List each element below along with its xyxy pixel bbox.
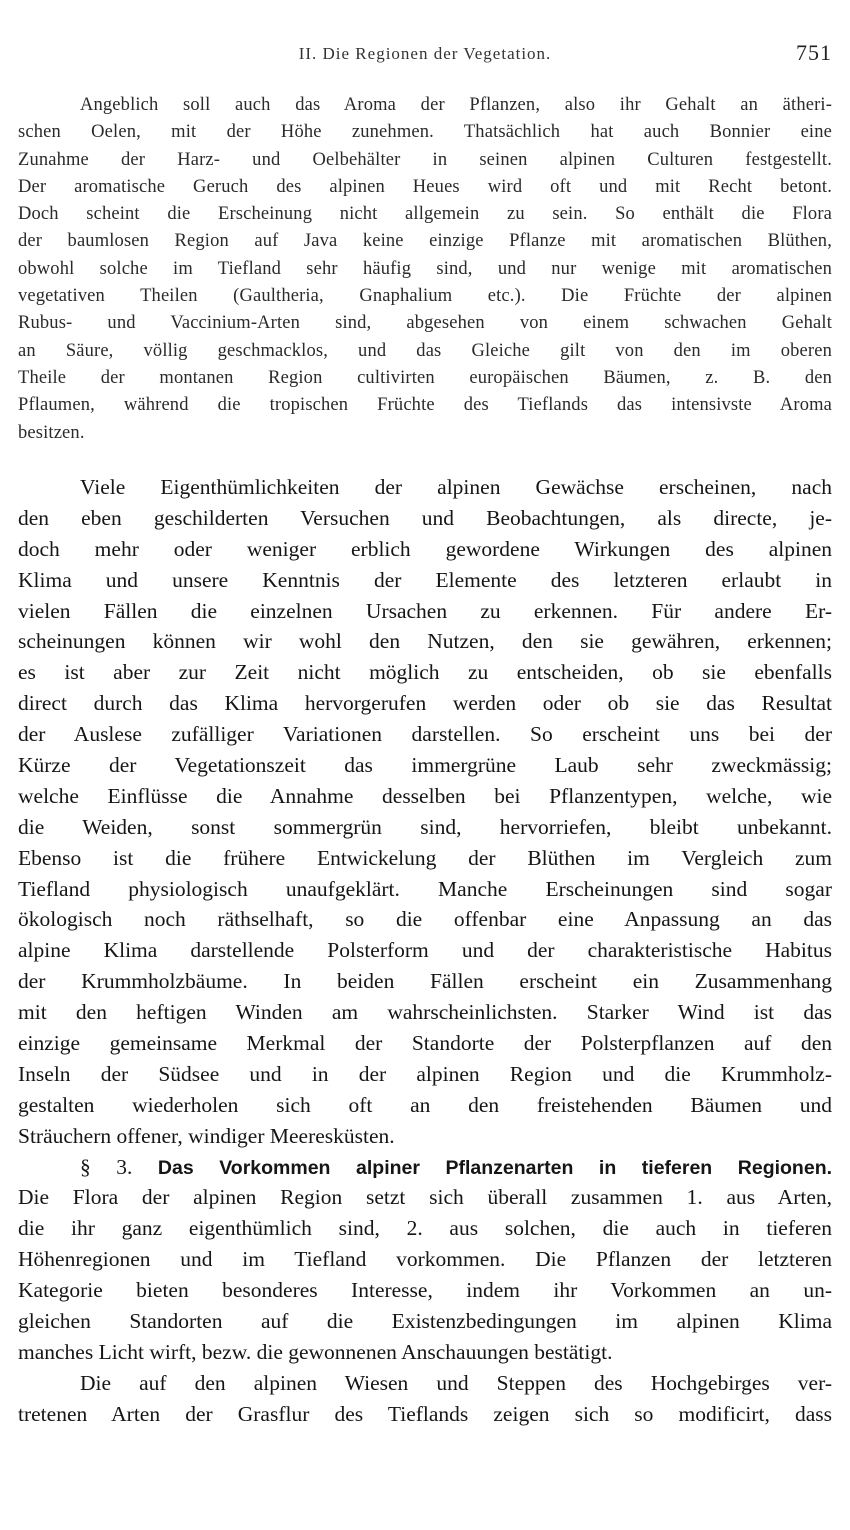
text-line: Der aromatische Geruch des alpinen Heues wird oft und mit Recht betont. bbox=[18, 176, 832, 197]
text-line: an Säure, völlig geschmacklos, und das Gleiche gilt von den im oberen bbox=[18, 340, 832, 361]
text-line: Doch scheint die Erscheinung nicht allgemein zu sein. So enthält die Flora bbox=[18, 204, 832, 225]
small-print-paragraph bbox=[18, 92, 832, 447]
text-line: Höhenregionen und im Tiefland vorkommen. Die Pflanzen der letzteren bbox=[18, 1247, 832, 1272]
section-heading-line bbox=[18, 1152, 832, 1183]
text-line: schen Oelen, mit der Höhe zunehmen. Thatsächlich hat auch Bonnier eine bbox=[18, 122, 832, 143]
running-title: II. Die Regionen der Vegetation. bbox=[298, 44, 552, 63]
text-line: direct durch das Klima hervorgerufen werden oder ob sie das Resultat bbox=[18, 691, 832, 716]
text-line: Angeblich soll auch das Aroma der Pflanzen, also ihr Gehalt an ätheri- bbox=[80, 95, 832, 115]
text-line: vegetativen Theilen (Gaultheria, Gnaphalium etc.). Die Früchte der alpinen bbox=[18, 286, 832, 307]
text-line: der baumlosen Region auf Java keine einzige Pflanze mit aromatischen Blüthen, bbox=[18, 231, 832, 252]
text-line: die Weiden, sonst sommergrün sind, hervorriefen, bleibt unbekannt. bbox=[18, 814, 832, 839]
section-title: Das Vorkommen alpiner Pflanzenarten in tieferen Regionen. bbox=[157, 1156, 833, 1179]
text-line: doch mehr oder weniger erblich gewordene Wirkungen des alpinen bbox=[18, 536, 832, 561]
text-line: Pflaumen, während die tropischen Früchte des Tieflands das intensivste Aroma bbox=[18, 395, 832, 416]
main-text bbox=[18, 472, 832, 1430]
section-3 bbox=[18, 1152, 832, 1368]
text-line: den eben geschilderten Versuchen und Beobachtungen, als directe, je- bbox=[18, 505, 832, 530]
section-number: § 3. bbox=[80, 1154, 133, 1179]
text-line: gestalten wiederholen sich oft an den freistehenden Bäumen und bbox=[18, 1092, 832, 1117]
text-line: mit den heftigen Winden am wahrscheinlichsten. Starker Wind ist das bbox=[18, 1000, 832, 1025]
text-line: Klima und unsere Kenntnis der Elemente des letzteren erlaubt in bbox=[18, 567, 832, 592]
text-line: Kategorie bieten besonderes Interesse, indem ihr Vorkommen an un- bbox=[18, 1278, 832, 1303]
text-line: obwohl solche im Tiefland sehr häufig sind, und nur wenige mit aromatischen bbox=[18, 258, 832, 279]
text-line: Sträuchern offener, windiger Meeresküsten. bbox=[18, 1123, 395, 1148]
text-line: Kürze der Vegetationszeit das immergrüne Laub sehr zweckmässig; bbox=[18, 753, 832, 778]
text-line: vielen Fällen die einzelnen Ursachen zu erkennen. Für andere Er- bbox=[18, 598, 832, 623]
text-line: manches Licht wirft, bezw. die gewonnenen Anschauungen bestätigt. bbox=[18, 1339, 613, 1364]
text-line: welche Einflüsse die Annahme desselben bei Pflanzentypen, welche, wie bbox=[18, 783, 832, 808]
text-line: Tiefland physiologisch unaufgeklärt. Manche Erscheinungen sind sogar bbox=[18, 876, 832, 901]
text-line: der Krummholzbäume. In beiden Fällen erscheint ein Zusammenhang bbox=[18, 969, 832, 994]
text-line: alpine Klima darstellende Polsterform und der charakteristische Habitus bbox=[18, 938, 832, 963]
page-number: 751 bbox=[796, 40, 832, 65]
page-header bbox=[18, 40, 832, 74]
paragraph-two bbox=[18, 472, 832, 1152]
text-line: einzige gemeinsame Merkmal der Standorte der Polsterpflanzen auf den bbox=[18, 1031, 832, 1056]
text-line: ökologisch noch räthselhaft, so die offenbar eine Anpassung an das bbox=[18, 907, 832, 932]
text-line: Rubus- und Vaccinium-Arten sind, abgesehen von einem schwachen Gehalt bbox=[18, 313, 832, 334]
text-line: Inseln der Südsee und in der alpinen Region und die Krummholz- bbox=[18, 1061, 832, 1086]
text-line: Theile der montanen Region cultivirten europäischen Bäumen, z. B. den bbox=[18, 367, 832, 388]
text-line: besitzen. bbox=[18, 422, 85, 443]
text-line: tretenen Arten der Grasflur des Tieflands zeigen sich so modificirt, dass bbox=[18, 1401, 832, 1426]
text-line: der Auslese zufälliger Variationen darstellen. So erscheint uns bei der bbox=[18, 722, 832, 747]
text-line: gleichen Standorten auf die Existenzbedingungen im alpinen Klima bbox=[18, 1309, 832, 1334]
text-line: Zunahme der Harz- und Oelbehälter in seinen alpinen Culturen festgestellt. bbox=[18, 149, 832, 170]
paragraph-four bbox=[18, 1368, 832, 1430]
text-line: Ebenso ist die frühere Entwickelung der Blüthen im Vergleich zum bbox=[18, 845, 832, 870]
text-line: Viele Eigenthümlichkeiten der alpinen Gewächse erscheinen, nach bbox=[80, 475, 832, 499]
text-line: die ihr ganz eigenthümlich sind, 2. aus solchen, die auch in tieferen bbox=[18, 1216, 832, 1241]
text-line: Die auf den alpinen Wiesen und Steppen des Hochgebirges ver- bbox=[80, 1370, 832, 1395]
text-line: Die Flora der alpinen Region setzt sich überall zusammen 1. aus Arten, bbox=[18, 1185, 832, 1210]
text-line: scheinungen können wir wohl den Nutzen, den sie gewähren, erkennen; bbox=[18, 629, 832, 654]
text-line: es ist aber zur Zeit nicht möglich zu entscheiden, ob sie ebenfalls bbox=[18, 660, 832, 685]
